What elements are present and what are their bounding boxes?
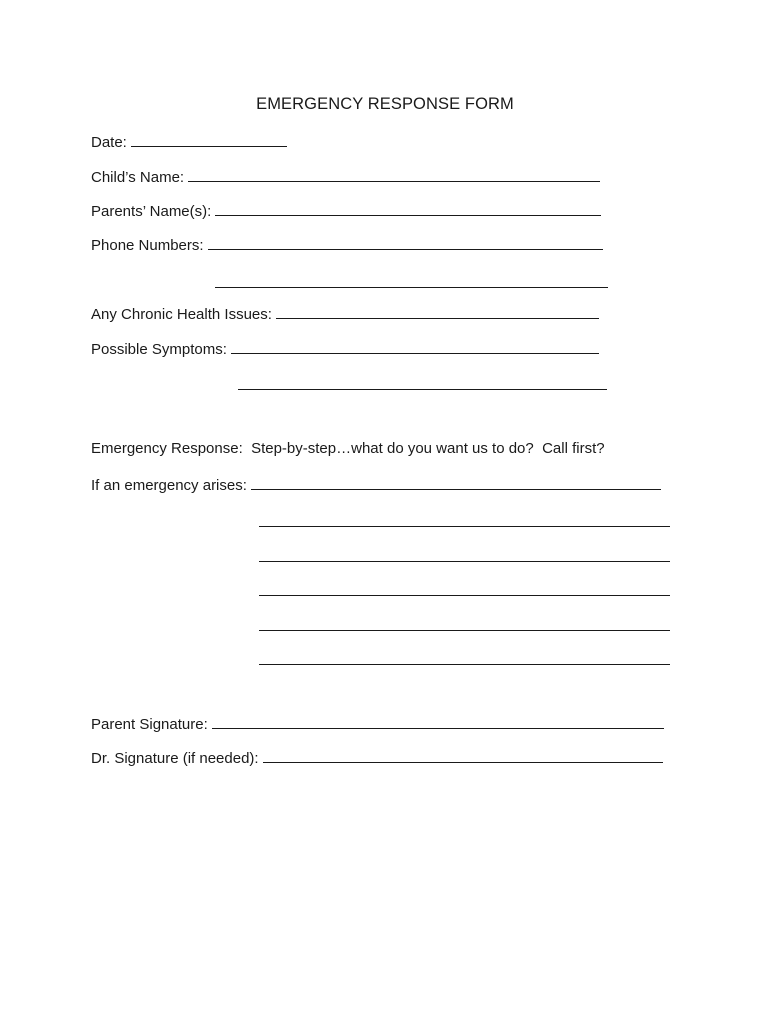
chronic-health-label: Any Chronic Health Issues: [91,306,272,323]
chronic-health-row [91,303,599,325]
if-emergency-field-4[interactable] [259,594,670,596]
date-row [91,131,287,153]
dr-signature-label: Dr. Signature (if needed): [91,750,259,767]
if-emergency-label: If an emergency arises: [91,477,247,494]
possible-symptoms-row [91,338,599,360]
date-label: Date: [91,134,127,151]
child-name-field[interactable] [188,166,600,182]
if-emergency-field-5[interactable] [259,629,670,631]
if-emergency-field-2[interactable] [259,525,670,527]
dr-signature-row [91,747,663,769]
parents-name-row [91,200,601,222]
dr-signature-field[interactable] [263,747,663,763]
phone-numbers-row [91,234,603,256]
if-emergency-field-1[interactable] [251,474,661,490]
possible-symptoms-field-2[interactable] [238,388,607,390]
phone-numbers-label: Phone Numbers: [91,237,204,254]
parents-name-field[interactable] [215,200,601,216]
child-name-label: Child’s Name: [91,169,185,186]
child-name-row [91,166,600,188]
possible-symptoms-label: Possible Symptoms: [91,341,227,358]
parent-signature-row [91,713,664,735]
if-emergency-field-6[interactable] [259,663,670,665]
if-emergency-field-3[interactable] [259,560,670,562]
possible-symptoms-field-1[interactable] [231,338,599,354]
phone-numbers-field-1[interactable] [208,234,603,250]
date-field[interactable] [131,131,287,147]
phone-numbers-field-2[interactable] [215,286,608,288]
chronic-health-field[interactable] [276,303,599,319]
if-emergency-row [91,474,661,496]
form-title: EMERGENCY RESPONSE FORM [256,95,514,113]
parent-signature-field[interactable] [212,713,664,729]
parents-name-label: Parents’ Name(s): [91,203,212,220]
emergency-response-prompt: Emergency Response: Step-by-step…what do you want us to do? Call first? [91,440,605,457]
parent-signature-label: Parent Signature: [91,716,208,733]
